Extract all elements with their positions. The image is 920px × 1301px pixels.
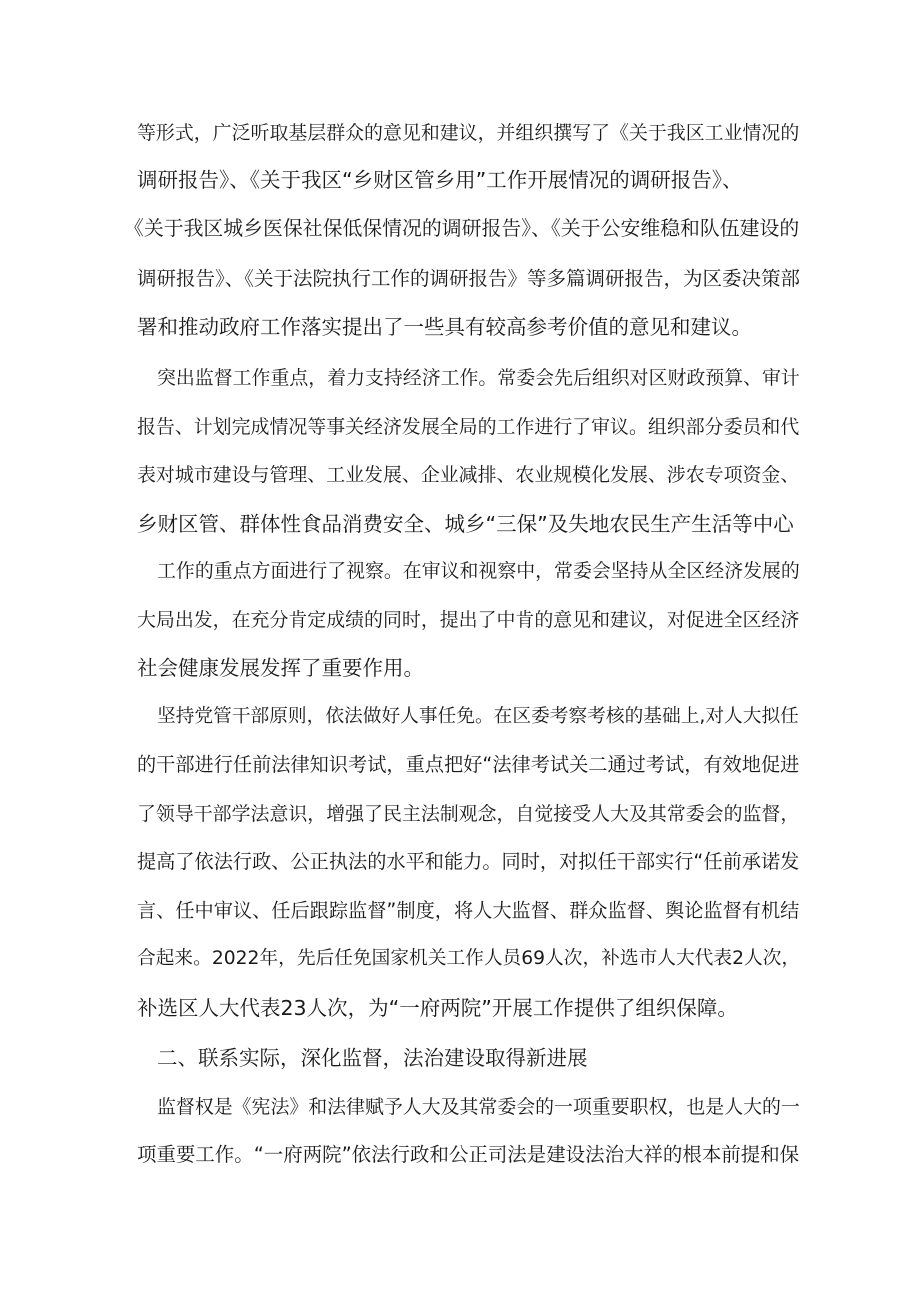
body-text-line: 乡财区管、群体性食品消费安全、城乡“三保”及失地农民生产生活等中心 <box>137 512 794 536</box>
body-text-line: 提高了依法行政、公正执法的水平和能力。同时，对拟任干部实行“任前承诺发 <box>137 850 800 873</box>
body-text-line: 补选区人大代表23人次，为“一府两院”开展工作提供了组织保障。 <box>137 996 738 1020</box>
body-text-line: 合起来。2022年，先后任免国家机关工作人员69人次，补选市人大代表2人次， <box>137 948 801 969</box>
body-text-line: 等形式，广泛听取基层群众的意见和建议，并组织撰写了《关于我区工业情况的 <box>137 122 800 144</box>
body-text-line: 坚持党管干部原则，依法做好人事任免。在区委考察考核的基础上,对人大拟任 <box>157 706 799 727</box>
body-text-line: 监督权是《宪法》和法律赋予人大及其常委会的一项重要职权，也是人大的一 <box>157 1096 800 1118</box>
body-text-line: 突出监督工作重点，着力支持经济工作。常委会先后组织对区财政预算、审计 <box>157 367 800 389</box>
body-text-line: 的干部进行任前法律知识考试，重点把好“法律考试关二通过考试，有效地促进 <box>137 753 800 776</box>
body-text-line: 调研报告》、《关于我区“乡财区管乡用”工作开展情况的调研报告》、 <box>137 168 743 192</box>
body-text-line: 调研报告》、《关于法院执行工作的调研报告》等多篇调研报告，为区委决策部 <box>137 267 801 290</box>
section-heading: 二、联系实际，深化监督，法治建设取得新进展 <box>157 1046 588 1070</box>
body-text-line: 言、任中审议、任后跟踪监督”制度，将人大监督、群众监督、舆论监督有机结 <box>137 899 800 922</box>
body-text-line: 工作的重点方面进行了视察。在审议和视察中，常委会坚持从全区经济发展的 <box>157 560 800 582</box>
body-text-line: 大局出发，在充分肯定成绩的同时，提出了中肯的意见和建议，对促进全区经济 <box>137 609 800 631</box>
body-text-line: 表对城市建设与管理、工业发展、企业减排、农业规模化发展、涉农专项资金、 <box>137 464 800 486</box>
body-text-line: 社会健康发展发挥了重要作用。 <box>137 656 424 680</box>
body-text-line: 项重要工作。“一府两院”依法行政和公正司法是建设法治大祥的根本前提和保 <box>137 1143 800 1166</box>
body-text-line: 了领导干部学法意识，增强了民主法制观念，自觉接受人大及其常委会的监督， <box>137 803 800 825</box>
body-text-line: 署和推动政府工作落实提出了一些具有较高参考价值的意见和建议。 <box>137 315 752 339</box>
body-text-line: 报告、计划完成情况等事关经济发展全局的工作进行了审议。组织部分委员和代 <box>137 416 800 438</box>
body-text-line: 《关于我区城乡医保社保低保情况的调研报告》、《关于公安维稳和队伍建设的 <box>124 217 800 240</box>
